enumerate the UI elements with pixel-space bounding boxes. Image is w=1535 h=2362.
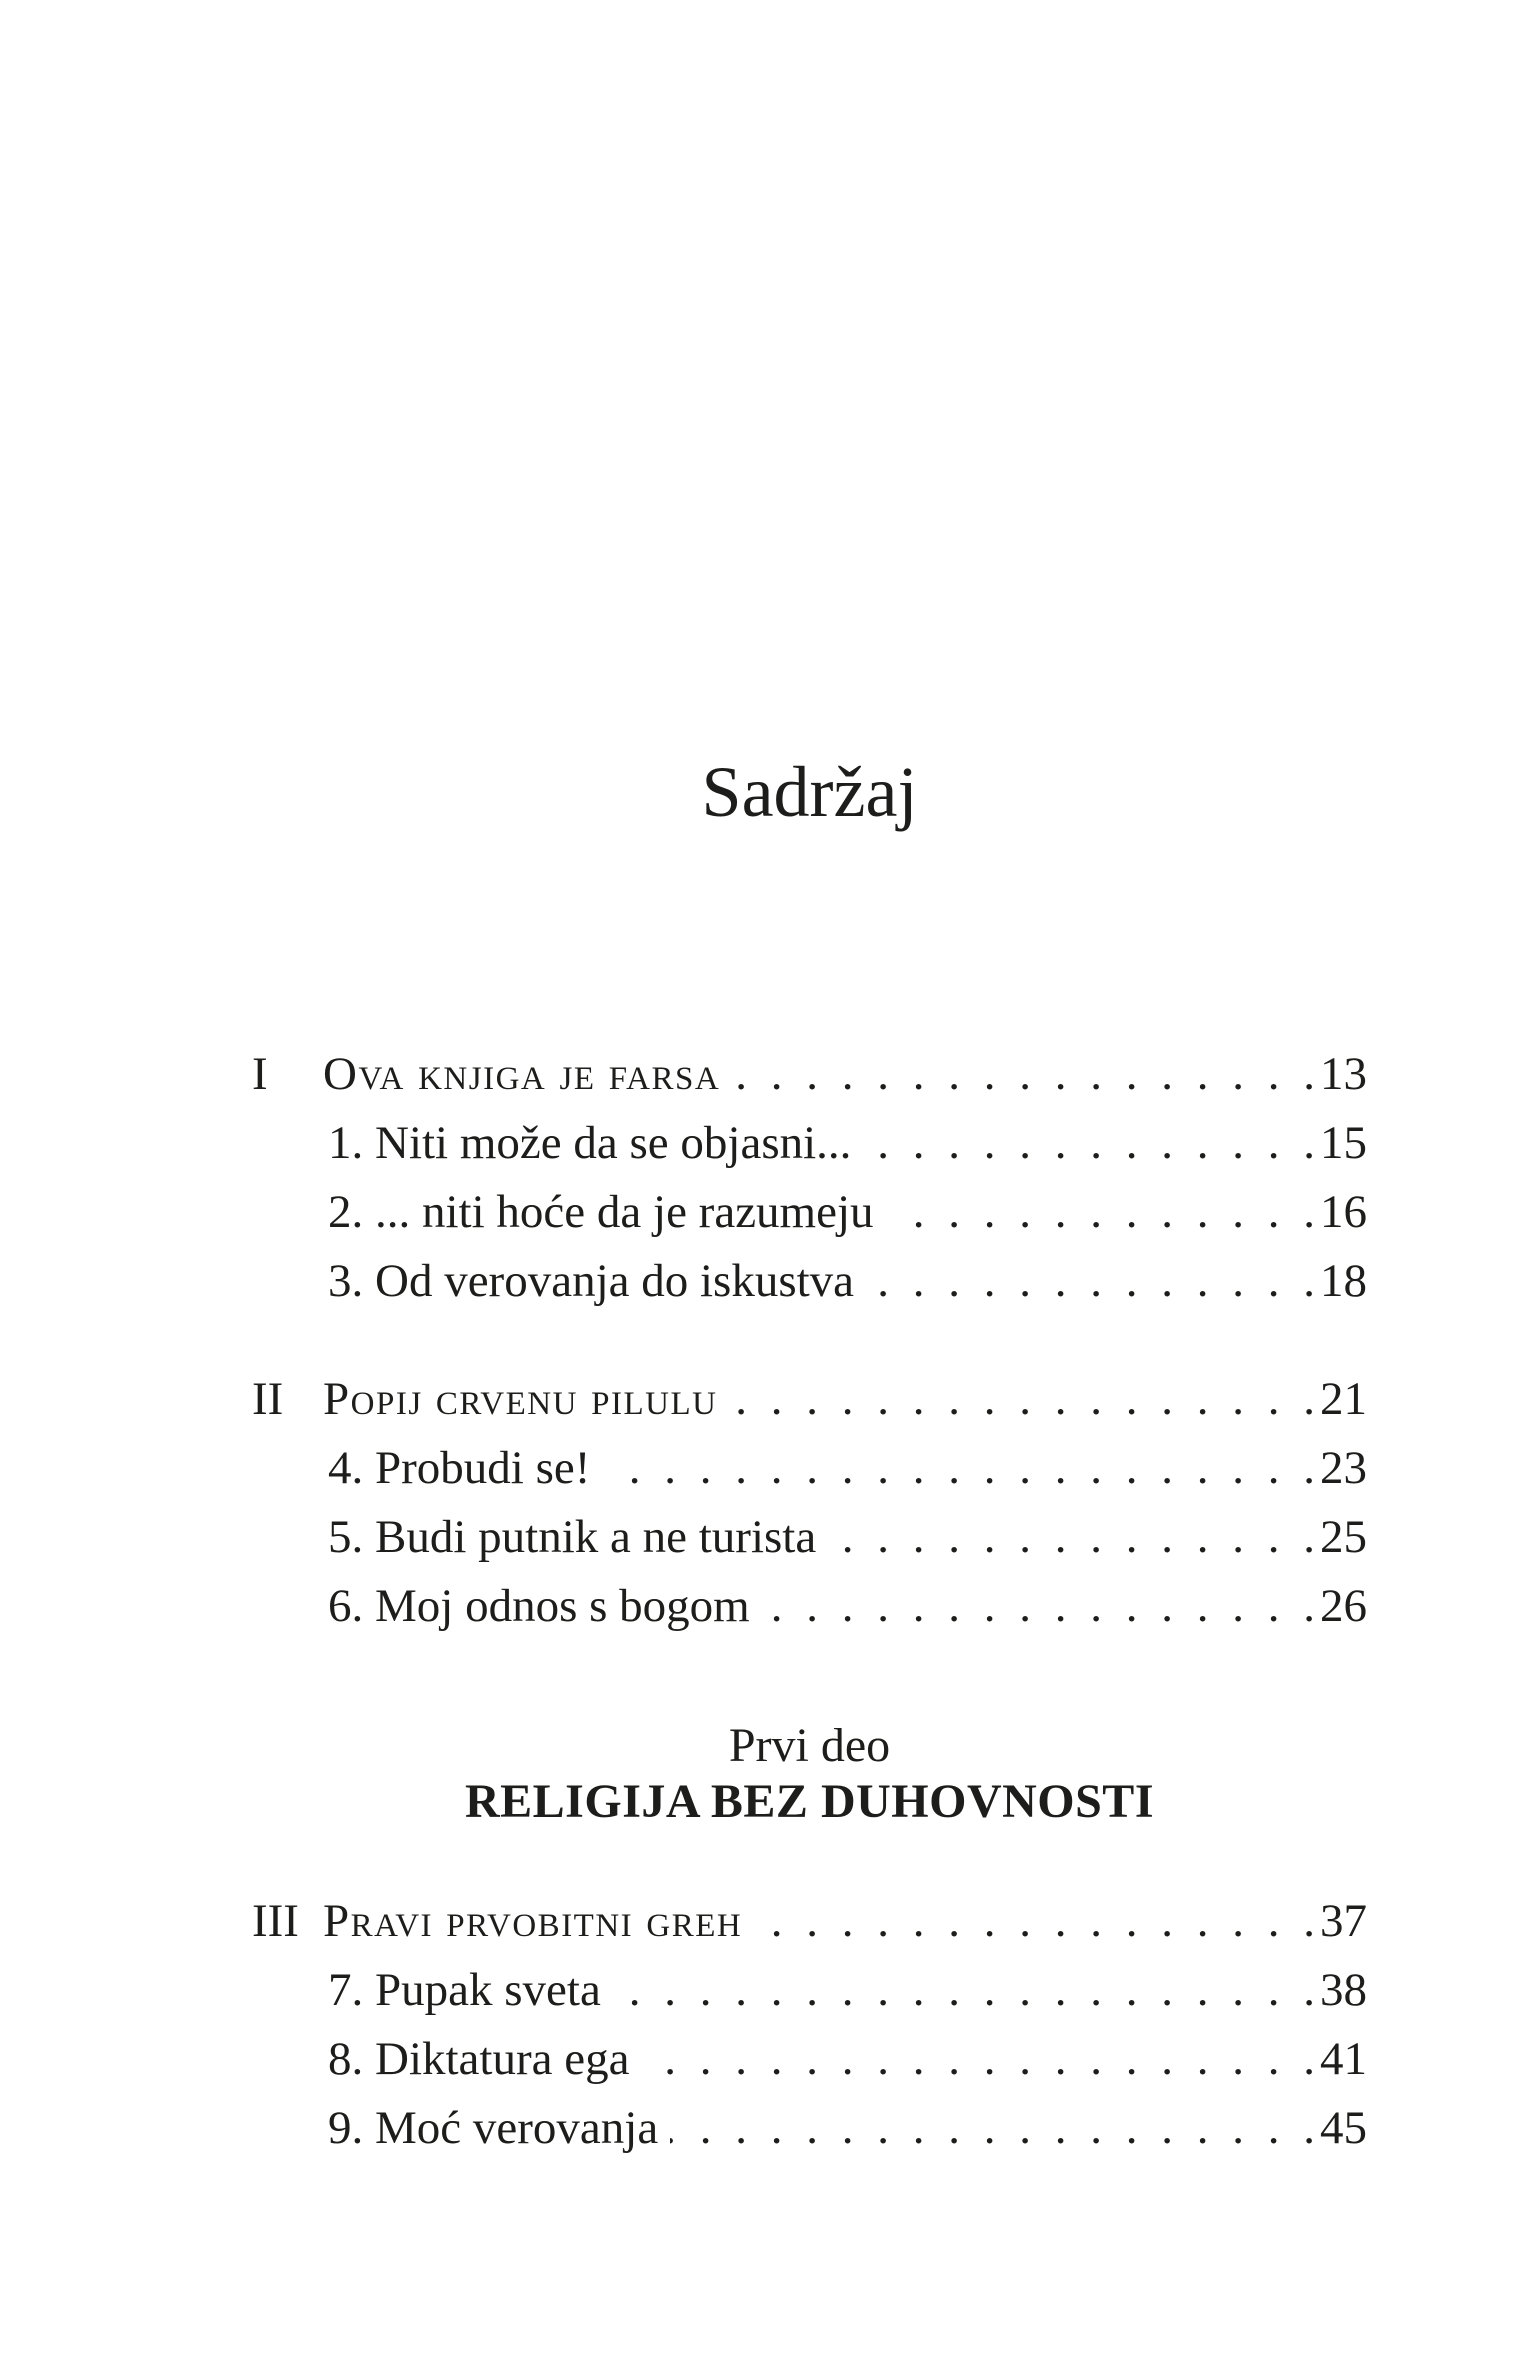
item-label: 2. ... niti hoće da je razumeju [328, 1186, 874, 1238]
page-number: 26 [1320, 1580, 1367, 1632]
page-number: 41 [1320, 2033, 1367, 2085]
page-title: Sadržaj [701, 752, 918, 832]
section-numeral: I [252, 1048, 268, 1100]
dot-leader [754, 1887, 1315, 1956]
toc-item-row [328, 1434, 1367, 1503]
toc-item-row [328, 1503, 1367, 1572]
item-label: 1. Niti može da se objasni... [328, 1117, 852, 1169]
page-number: 21 [1320, 1373, 1367, 1425]
page-number: 23 [1320, 1442, 1367, 1494]
page-number: 18 [1320, 1255, 1367, 1307]
page-number: 13 [1320, 1048, 1367, 1100]
page-number: 16 [1320, 1186, 1367, 1238]
toc-item-row [328, 2025, 1367, 2094]
section-row [252, 1887, 1367, 1956]
section-title: Ova knjiga je farsa [323, 1048, 721, 1100]
item-label: 3. Od verovanja do iskustva [328, 1255, 855, 1307]
page-number: 45 [1320, 2102, 1367, 2154]
dot-leader [863, 1109, 1315, 1178]
section-numeral: II [252, 1373, 284, 1425]
toc-item-row [328, 1247, 1367, 1316]
page-number: 25 [1320, 1511, 1367, 1563]
part-title: RELIGIJA BEZ DUHOVNOSTI [464, 1775, 1154, 1828]
item-label: 4. Probudi se! [328, 1442, 591, 1494]
page-number: 15 [1320, 1117, 1367, 1169]
section-row [252, 1365, 1367, 1434]
item-label: 9. Moć verovanja [328, 2102, 659, 2154]
item-label: 5. Budi putnik a ne turista [328, 1511, 817, 1563]
toc-item-row [328, 1178, 1367, 1247]
toc-item-row [328, 2094, 1367, 2163]
section-numeral: III [252, 1895, 299, 1947]
toc-item-row [328, 1572, 1367, 1641]
toc-item-row [328, 1956, 1367, 2025]
toc-item-row [328, 1109, 1367, 1178]
dot-leader [730, 1365, 1315, 1434]
item-label: 6. Moj odnos s bogom [328, 1580, 750, 1632]
dot-leader [762, 1572, 1315, 1641]
item-label: 7. Pupak sveta [328, 1964, 601, 2016]
dot-leader [866, 1247, 1315, 1316]
dot-leader [613, 1956, 1315, 2025]
dot-leader [828, 1503, 1315, 1572]
dot-leader [670, 2094, 1315, 2163]
page-number: 37 [1320, 1895, 1367, 1947]
page-number: 38 [1320, 1964, 1367, 2016]
dot-leader [602, 1434, 1315, 1503]
section-title: Pravi prvobitni greh [323, 1895, 743, 1947]
dot-leader [732, 1040, 1315, 1109]
item-label: 8. Diktatura ega [328, 2033, 630, 2085]
dot-leader [886, 1178, 1315, 1247]
section-row [252, 1040, 1367, 1109]
part-kicker: Prvi deo [728, 1719, 891, 1772]
section-title: Popij crvenu pilulu [323, 1373, 718, 1425]
dot-leader [641, 2025, 1315, 2094]
